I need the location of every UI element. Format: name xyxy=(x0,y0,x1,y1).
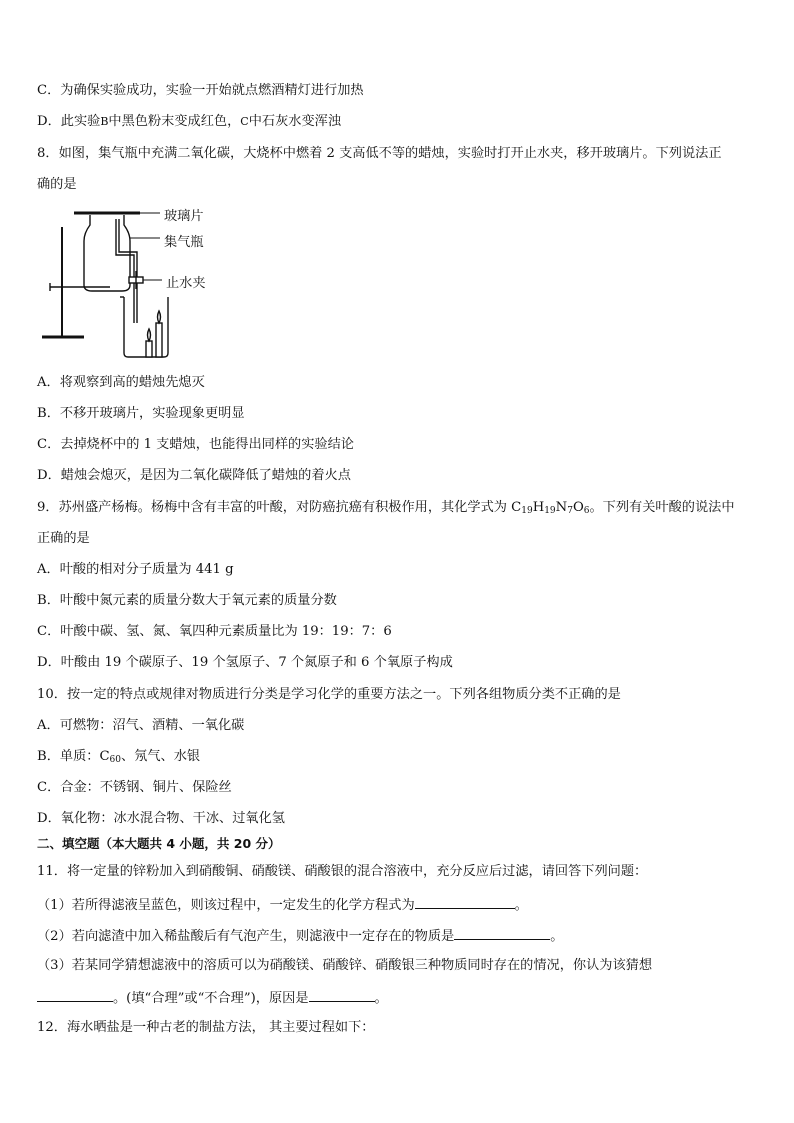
q8-stem-line1: 8．如图，集气瓶中充满二氧化碳，大烧杯中燃着 2 支高低不等的蜡烛，实验时打开止水夹，移开玻璃片。下列说法正 xyxy=(37,146,722,161)
q8-option-d: D．蜡烛会熄灭，是因为二氧化碳降低了蜡烛的着火点 xyxy=(37,468,351,483)
tall-candle xyxy=(156,323,162,357)
section2-title: 二、填空题（本大题共 4 小题，共 20 分） xyxy=(37,836,281,851)
q8-apparatus-figure xyxy=(40,205,240,365)
q9-stem-line1: 9．苏州盛产杨梅。杨梅中含有丰富的叶酸，对防癌抗癌有积极作用，其化学式为 $C_{19}H_{19}N_7O_6$。下列有关叶酸的说法中 xyxy=(37,500,735,516)
q8-option-a: A．将观察到高的蜡烛先熄灭 xyxy=(37,375,205,390)
q10-stem: 10．按一定的特点或规律对物质进行分类是学习化学的重要方法之一。下列各组物质分类不正确的是 xyxy=(37,687,621,702)
q11-part2: （2）若向滤渣中加入稀盐酸后有气泡产生，则滤液中一定存在的物质是 。 xyxy=(37,925,563,947)
q12-stem: 12．海水晒盐是一种古老的制盐方法， 其主要过程如下： xyxy=(37,1020,375,1035)
q7-option-d: D．此实验B中黑色粉末变成红色，C中石灰水变浑浊 xyxy=(37,114,342,129)
q9-stem-line2: 正确的是 xyxy=(37,531,90,546)
short-candle xyxy=(146,341,152,357)
q11-part1: （1）若所得滤液呈蓝色，则该过程中，一定发生的化学方程式为 。 xyxy=(37,894,528,916)
q11-stem: 11．将一定量的锌粉加入到硝酸铜、硝酸镁、硝酸银的混合溶液中，充分反应后过滤，请回答下列问题： xyxy=(37,864,648,879)
q10-option-b: B．单质：$C_{60}$、氖气、水银 xyxy=(37,749,201,765)
q10-option-a: A．可燃物：沼气、酒精、一氧化碳 xyxy=(37,718,245,733)
label-clamp: 止水夹 xyxy=(166,276,206,291)
q7-option-c: C．为确保实验成功，实验一开始就点燃酒精灯进行加热 xyxy=(37,83,364,98)
q9-option-c: C．叶酸中碳、氢、氮、氧四种元素质量比为 19：19：7：6 xyxy=(37,624,392,639)
q11-part3-blank1[interactable] xyxy=(37,987,113,1002)
q11-part2-blank[interactable] xyxy=(454,925,550,940)
q8-option-c: C．去掉烧杯中的 1 支蜡烛，也能得出同样的实验结论 xyxy=(37,437,354,452)
q9-option-b: B．叶酸中氮元素的质量分数大于氧元素的质量分数 xyxy=(37,593,337,608)
q8-stem-line2: 确的是 xyxy=(37,177,77,192)
q11-part3-line2: 。(填“合理”或“不合理”)，原因是 。 xyxy=(37,987,388,1009)
gas-bottle xyxy=(84,215,130,291)
label-gas-bottle: 集气瓶 xyxy=(164,235,204,250)
q9-option-a: A．叶酸的相对分子质量为 441 g xyxy=(37,562,234,577)
q9-option-d: D．叶酸由 19 个碳原子、19 个氢原子、7 个氮原子和 6 个氧原子构成 xyxy=(37,655,453,670)
q10-option-d: D．氧化物：冰水混合物、干冰、过氧化氢 xyxy=(37,811,285,826)
q11-part3-blank2[interactable] xyxy=(309,987,375,1002)
label-glass-plate: 玻璃片 xyxy=(164,209,204,224)
q11-part1-blank[interactable] xyxy=(415,894,515,909)
q8-option-b: B．不移开玻璃片，实验现象更明显 xyxy=(37,406,245,421)
q11-part3-line1: （3）若某同学猜想滤液中的溶质可以为硝酸镁、硝酸锌、硝酸银三种物质同时存在的情况，你认为该猜想 xyxy=(37,958,653,973)
apparatus-diagram xyxy=(40,205,240,365)
q10-option-c: C．合金：不锈钢、铜片、保险丝 xyxy=(37,780,232,795)
